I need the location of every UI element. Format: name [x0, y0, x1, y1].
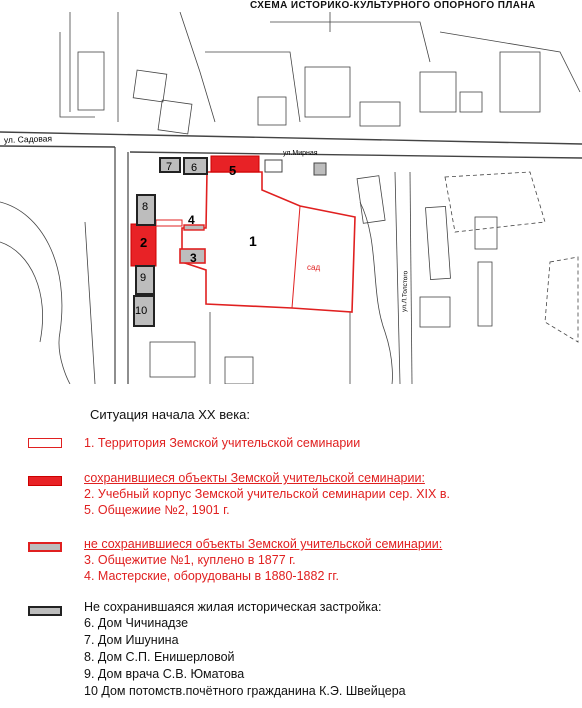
parcel-label-3: 3	[190, 251, 197, 265]
legend-swatch-lost-residential	[28, 606, 62, 616]
legend-preserved-title: сохранившиеся объекты Земской учительской семинарии:	[84, 471, 425, 485]
map-title: СХЕМА ИСТОРИКО-КУЛЬТУРНОГО ОПОРНОГО ПЛАНА	[250, 0, 536, 11]
seminary-territory-outline	[182, 172, 355, 312]
parcel-label-7: 7	[166, 161, 173, 173]
historical-base-map	[0, 12, 582, 384]
legend-swatch-preserved	[28, 476, 62, 486]
legend-residential-item: 7. Дом Ишунина	[84, 633, 179, 647]
legend-territory-text: 1. Территория Земской учительской семинарии	[84, 436, 361, 450]
small-gray-building	[314, 163, 326, 175]
legend-lost-seminary-item: 4. Мастерские, оборудованы в 1880-1882 гг.	[84, 569, 339, 583]
legend-preserved-item: 5. Общежиие №2, 1901 г.	[84, 503, 230, 517]
legend-swatch-territory	[28, 438, 62, 448]
parcel-label-4: 4	[188, 213, 195, 227]
parcel-label-6: 6	[191, 162, 198, 174]
legend-residential-item: 9. Дом врача С.В. Юматова	[84, 667, 245, 681]
parcel-label-5: 5	[229, 163, 237, 178]
legend-preserved-item: 2. Учебный корпус Земской учительской семинарии сер. XIX в.	[84, 487, 450, 501]
legend-lost-seminary-title: не сохранившиеся объекты Земской учительской семинарии:	[84, 537, 443, 551]
street-label-mirnaya: ул.Мирная	[283, 150, 318, 157]
garden-boundary	[292, 206, 300, 308]
parcel-label-1: 1	[249, 233, 257, 249]
background-plan-lines	[0, 12, 582, 384]
parcel-label-8: 8	[142, 201, 149, 213]
garden-label: сад	[307, 263, 321, 272]
street-label-tolstogo: ул.Л.Толстого	[401, 270, 410, 313]
legend-residential-item: 6. Дом Чичинадзе	[84, 616, 189, 630]
map-legend	[0, 384, 582, 708]
legend-residential-item: 8. Дом С.П. Енишерловой	[84, 650, 235, 664]
legend-residential-item: 10 Дом потомств.почётного гражданина К.Э. Швейцера	[84, 684, 406, 698]
parcel-label-10: 10	[135, 305, 148, 317]
legend-lost-seminary-item: 3. Общежитие №1, куплено в 1877 г.	[84, 553, 296, 567]
legend-lost-residential-title: Не сохранившаяся жилая историческая застройка:	[84, 600, 382, 614]
parcel-label-2: 2	[140, 235, 148, 250]
parcel-label-9: 9	[140, 272, 147, 284]
legend-swatch-lost-seminary	[28, 542, 62, 552]
street-label-sadovaya: ул. Садовая	[3, 133, 53, 145]
legend-heading: Ситуация начала XX века:	[90, 407, 251, 422]
